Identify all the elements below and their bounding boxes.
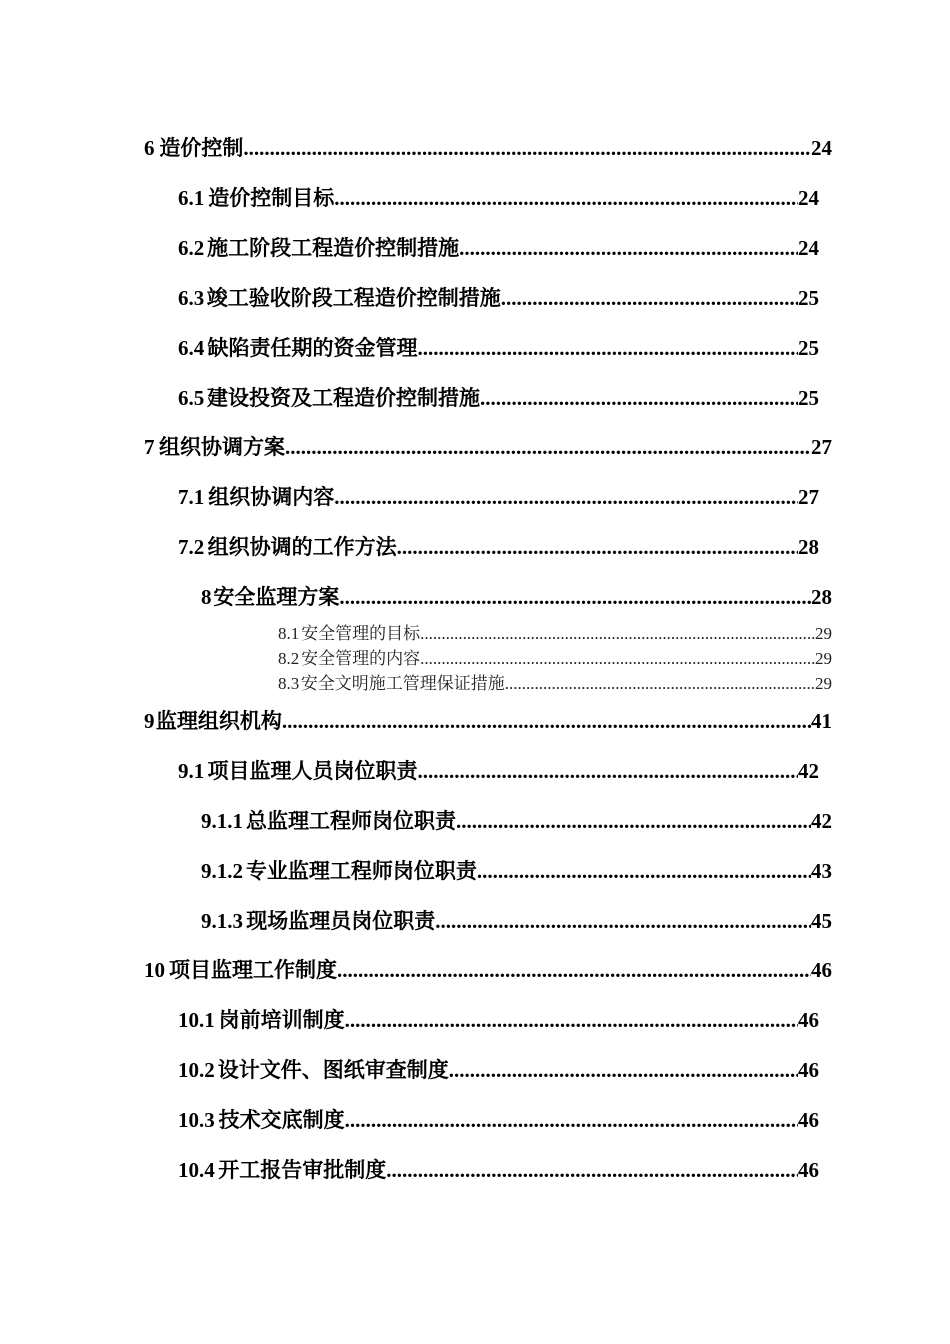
toc-entry-10[interactable] xyxy=(144,955,832,985)
toc-entry-title: 安全文明施工管理保证措施 xyxy=(300,674,505,693)
toc-entry-6-4[interactable] xyxy=(178,333,819,363)
toc-entry-9-1-2[interactable] xyxy=(201,856,832,886)
toc-entry-number: 10 xyxy=(144,958,165,982)
toc-entry-title: 组织协调方案 xyxy=(158,435,285,459)
toc-entry-10-3[interactable] xyxy=(178,1105,819,1135)
toc-entry-10-4[interactable] xyxy=(178,1155,819,1185)
toc-leader-dots xyxy=(459,233,798,263)
toc-entry-title: 竣工验收阶段工程造价控制措施 xyxy=(206,286,501,310)
toc-leader-dots xyxy=(501,283,798,313)
toc-entry-8-1[interactable] xyxy=(278,622,832,646)
toc-leader-dots xyxy=(418,333,799,363)
toc-entry-title: 专业监理工程师岗位职责 xyxy=(245,859,477,883)
toc-entry-9[interactable] xyxy=(144,706,832,736)
toc-leader-dots xyxy=(418,756,799,786)
toc-entry-page: 27 xyxy=(811,435,832,459)
toc-leader-dots xyxy=(282,706,811,736)
toc-entry-7-1[interactable] xyxy=(178,482,819,512)
toc-entry-7[interactable] xyxy=(144,432,832,462)
toc-entry-page: 43 xyxy=(811,859,832,883)
toc-entry-number: 7 xyxy=(144,435,155,459)
toc-entry-page: 45 xyxy=(811,909,832,933)
toc-leader-dots xyxy=(420,622,815,646)
toc-leader-dots xyxy=(505,672,815,696)
toc-entry-title: 缺陷责任期的资金管理 xyxy=(207,336,418,360)
toc-entry-title: 岗前培训制度 xyxy=(218,1008,345,1032)
toc-entry-page: 24 xyxy=(798,236,819,260)
toc-entry-title: 安全监理方案 xyxy=(213,585,340,609)
toc-entry-page: 28 xyxy=(798,535,819,559)
toc-entry-9-1-3[interactable] xyxy=(201,906,832,936)
toc-entry-number: 6.4 xyxy=(178,336,205,360)
toc-entry-number: 9.1.1 xyxy=(201,809,243,833)
toc-entry-number: 9.1 xyxy=(178,759,205,783)
toc-entry-number: 6 xyxy=(144,136,155,160)
toc-leader-dots xyxy=(345,1005,798,1035)
toc-leader-dots xyxy=(337,955,811,985)
toc-entry-page: 46 xyxy=(798,1108,819,1132)
toc-entry-8-3[interactable] xyxy=(278,672,832,696)
toc-entry-title: 开工报告审批制度 xyxy=(218,1158,387,1182)
toc-entry-page: 25 xyxy=(798,386,819,410)
toc-leader-dots xyxy=(420,647,815,671)
toc-entry-6-5[interactable] xyxy=(178,383,819,413)
toc-entry-title: 施工阶段工程造价控制措施 xyxy=(207,236,460,260)
toc-entry-title: 安全管理的内容 xyxy=(301,649,421,668)
toc-entry-6-1[interactable] xyxy=(178,183,819,213)
toc-entry-10-2[interactable] xyxy=(178,1055,819,1085)
toc-entry-number: 7.1 xyxy=(178,485,205,509)
toc-entry-number: 9 xyxy=(144,709,155,733)
toc-entry-9-1-1[interactable] xyxy=(201,806,832,836)
toc-entry-page: 46 xyxy=(798,1058,819,1082)
toc-entry-number: 6.1 xyxy=(178,186,205,210)
toc-entry-number: 8 xyxy=(201,585,212,609)
toc-entry-number: 6.2 xyxy=(178,236,205,260)
toc-entry-number: 6.3 xyxy=(178,286,205,310)
toc-entry-6-2[interactable] xyxy=(178,233,819,263)
toc-leader-dots xyxy=(243,133,811,163)
toc-entry-number: 9.1.3 xyxy=(201,909,243,933)
toc-leader-dots xyxy=(386,1155,798,1185)
toc-entry-number: 8.1 xyxy=(278,624,300,643)
toc-entry-title: 项目监理人员岗位职责 xyxy=(207,759,418,783)
toc-entry-6[interactable] xyxy=(144,133,832,163)
toc-leader-dots xyxy=(477,856,811,886)
toc-entry-8-2[interactable] xyxy=(278,647,832,671)
toc-entry-page: 27 xyxy=(798,485,819,509)
toc-entry-title: 总监理工程师岗位职责 xyxy=(246,809,457,833)
toc-entry-number: 10.2 xyxy=(178,1058,215,1082)
toc-entry-number: 8.3 xyxy=(278,674,300,693)
toc-entry-7-2[interactable] xyxy=(178,532,819,562)
toc-entry-title: 组织协调的工作方法 xyxy=(207,535,397,559)
toc-entry-10-1[interactable] xyxy=(178,1005,819,1035)
toc-leader-dots xyxy=(345,1105,798,1135)
toc-entry-number: 6.5 xyxy=(178,386,205,410)
toc-entry-number: 8.2 xyxy=(278,649,300,668)
toc-entry-6-3[interactable] xyxy=(178,283,819,313)
toc-entry-number: 10.4 xyxy=(178,1158,215,1182)
toc-entry-page: 46 xyxy=(798,1008,819,1032)
toc-entry-page: 24 xyxy=(798,186,819,210)
toc-entry-page: 42 xyxy=(811,809,832,833)
toc-leader-dots xyxy=(285,432,811,462)
toc-leader-dots xyxy=(435,906,811,936)
toc-entry-page: 29 xyxy=(815,624,832,643)
toc-leader-dots xyxy=(456,806,811,836)
toc-leader-dots xyxy=(397,532,798,562)
toc-entry-number: 9.1.2 xyxy=(201,859,243,883)
toc-leader-dots xyxy=(339,582,811,612)
toc-entry-page: 42 xyxy=(798,759,819,783)
toc-leader-dots xyxy=(480,383,798,413)
toc-entry-title: 组织协调内容 xyxy=(208,485,335,509)
toc-entry-title: 监理组织机构 xyxy=(155,709,282,733)
toc-entry-page: 46 xyxy=(798,1158,819,1182)
toc-entry-page: 25 xyxy=(798,336,819,360)
toc-entry-title: 技术交底制度 xyxy=(218,1108,345,1132)
toc-entry-page: 25 xyxy=(798,286,819,310)
toc-entry-page: 24 xyxy=(811,136,832,160)
toc-entry-page: 29 xyxy=(815,674,832,693)
toc-entry-title: 现场监理员岗位职责 xyxy=(246,909,436,933)
toc-entry-title: 设计文件、图纸审查制度 xyxy=(217,1058,449,1082)
toc-entry-title: 项目监理工作制度 xyxy=(169,958,338,982)
toc-entry-number: 10.3 xyxy=(178,1108,215,1132)
toc-entry-page: 29 xyxy=(815,649,832,668)
toc-entry-title: 造价控制目标 xyxy=(208,186,335,210)
toc-leader-dots xyxy=(449,1055,798,1085)
toc-entry-number: 10.1 xyxy=(178,1008,215,1032)
toc-entry-title: 安全管理的目标 xyxy=(301,624,421,643)
toc-leader-dots xyxy=(334,183,798,213)
toc-entry-8[interactable] xyxy=(201,582,832,612)
toc-entry-page: 28 xyxy=(811,585,832,609)
toc-entry-title: 造价控制 xyxy=(159,136,244,160)
toc-leader-dots xyxy=(334,482,798,512)
toc-entry-page: 41 xyxy=(811,709,832,733)
toc-entry-page: 46 xyxy=(811,958,832,982)
toc-entry-number: 7.2 xyxy=(178,535,205,559)
toc-entry-title: 建设投资及工程造价控制措施 xyxy=(206,386,480,410)
toc-entry-9-1[interactable] xyxy=(178,756,819,786)
